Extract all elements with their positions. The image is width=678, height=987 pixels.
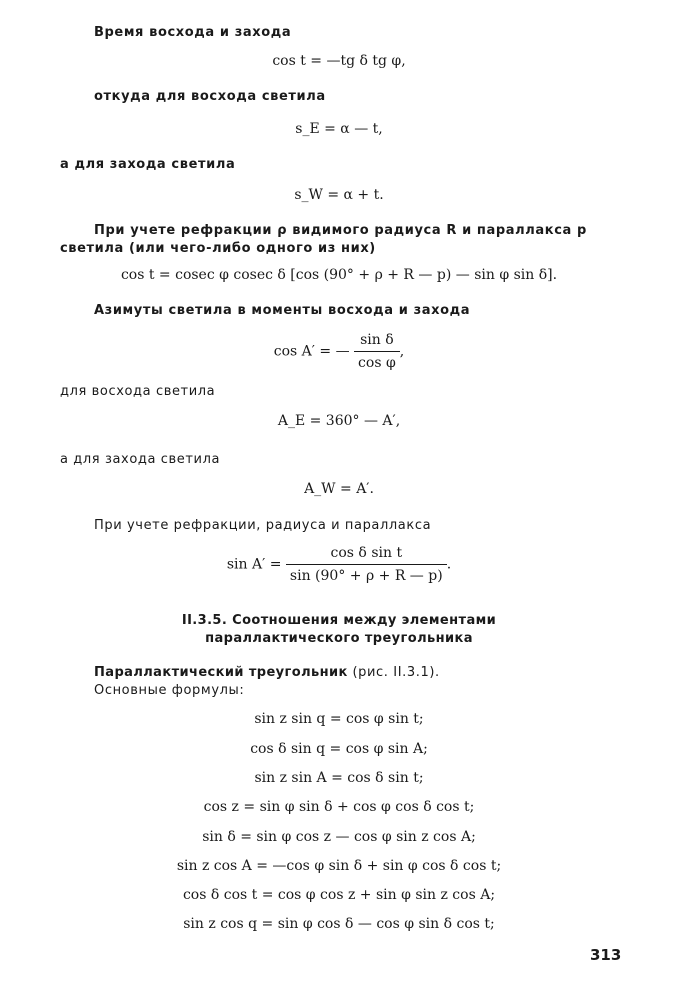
- formula: sin z cos A = —cos φ sin δ + sin φ cos δ cos t;: [176, 858, 502, 874]
- text-line: При учете рефракции ρ видимого радиуса R и параллакса p: [94, 223, 587, 238]
- section-heading: параллактического треугольника: [205, 631, 473, 646]
- numerator: sin δ: [354, 330, 400, 352]
- denominator: cos φ: [358, 355, 396, 371]
- text-line: [94, 664, 440, 682]
- denominator: sin (90° + ρ + R — p): [289, 568, 443, 584]
- formula: cos δ cos t = cos φ cos z + sin φ sin z cos A;: [182, 887, 496, 903]
- text-line: При учете рефракции, радиуса и параллакса: [94, 518, 432, 533]
- formula: cos z = sin φ sin δ + cos φ cos δ cos t;: [203, 799, 475, 815]
- formula: cos t = cosec φ cosec δ [cos (90° + ρ + R — p) — sin φ sin δ].: [120, 267, 558, 283]
- numerator: cos δ sin t: [286, 543, 447, 565]
- formula-fraction: [0, 330, 678, 373]
- formula: cos t = —tg δ tg φ,: [272, 53, 406, 69]
- text-line: Время восхода и захода: [94, 25, 292, 40]
- formula: s_W = α + t.: [294, 187, 384, 203]
- text-line: а для захода светила: [60, 157, 236, 172]
- formula: sin z sin A = cos δ sin t;: [254, 770, 424, 786]
- formula: A_E = 360° — A′,: [277, 413, 401, 429]
- page-number: 313: [590, 946, 622, 964]
- figure-ref: (рис. II.3.1).: [347, 665, 440, 680]
- section-heading: II.3.5. Соотношения между элементами: [181, 613, 497, 628]
- formula: s_E = α — t,: [295, 121, 383, 137]
- text-line: Азимуты светила в моменты восхода и захода: [94, 303, 471, 318]
- text-line: откуда для восхода светила: [94, 89, 326, 104]
- formula: sin δ = sin φ cos z — cos φ sin z cos A;: [202, 829, 476, 845]
- formula-lhs: cos A′ = —: [273, 343, 350, 360]
- formula-tail: ,: [399, 343, 405, 360]
- text-line: светила (или чего-либо одного из них): [60, 241, 376, 256]
- formula-tail: .: [446, 556, 452, 573]
- formula-lhs: sin A′ =: [226, 556, 282, 573]
- fraction: [354, 330, 400, 373]
- text-line: а для захода светила: [60, 452, 221, 467]
- formula: sin z cos q = sin φ cos δ — cos φ sin δ cos t;: [183, 916, 495, 932]
- term-bold: Параллактический треугольник: [94, 665, 348, 680]
- text-line: Основные формулы:: [94, 683, 245, 698]
- fraction: [286, 543, 447, 586]
- formula: sin z sin q = cos φ sin t;: [254, 711, 424, 727]
- formula: cos δ sin q = cos φ sin A;: [250, 741, 428, 757]
- formula: A_W = A′.: [304, 481, 374, 497]
- text-line: для восхода светила: [60, 384, 216, 399]
- formula-fraction: [0, 543, 678, 586]
